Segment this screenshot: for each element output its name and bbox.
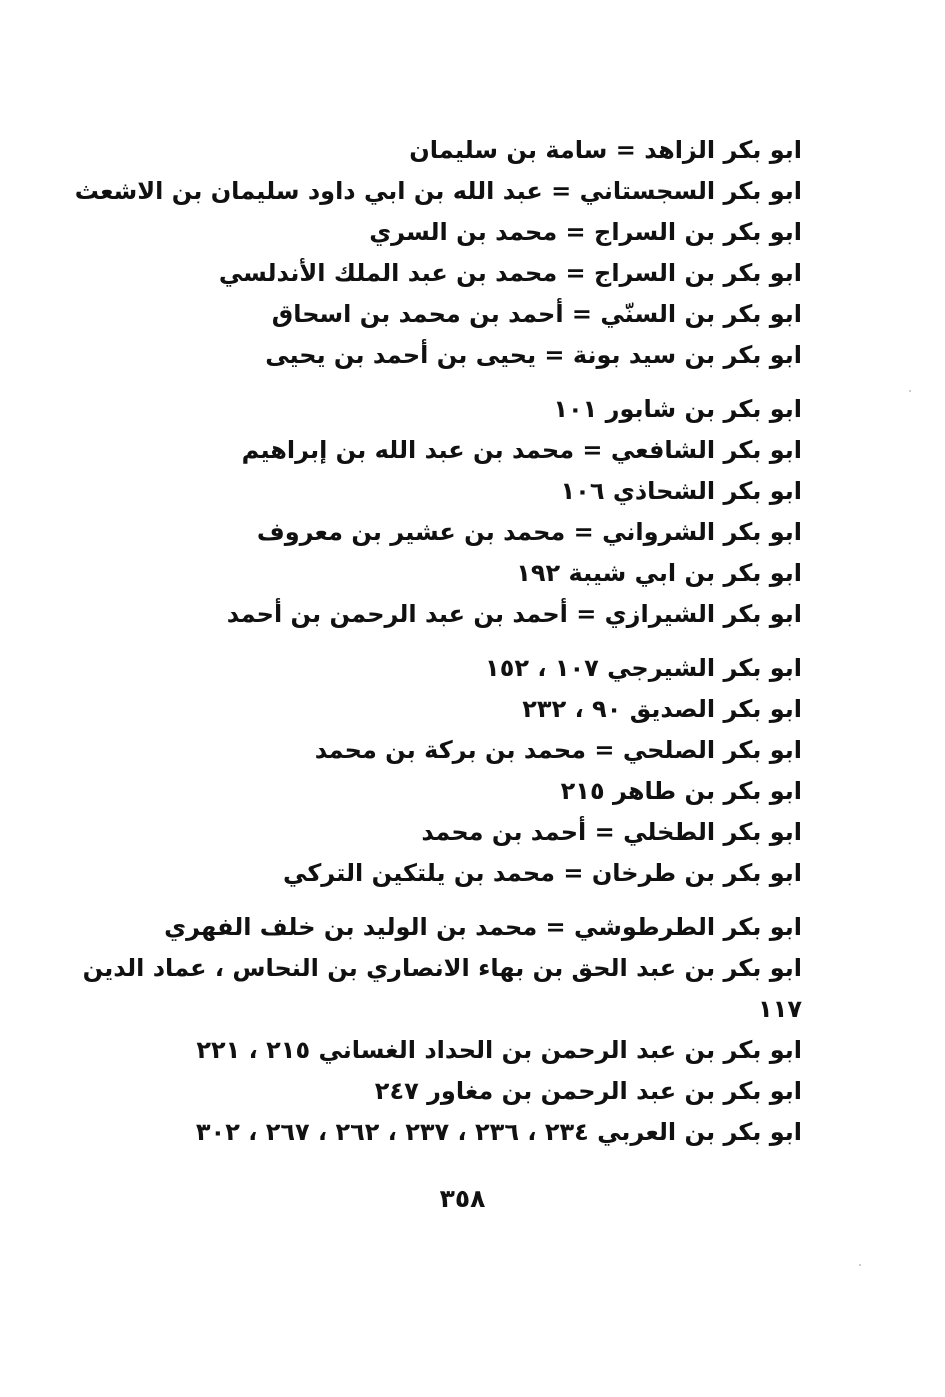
index-entry: ابو بكر بن شابور ١٠١ (553, 395, 802, 423)
index-entry-continuation: ١١٧ (758, 995, 802, 1023)
index-entry: ابو بكر بن سيد بونة = يحيى بن أحمد بن يحيى (265, 341, 802, 369)
scan-speck (859, 1264, 861, 1266)
index-entry: ابو بكر الصديق ٩٠ ، ٢٣٢ (522, 695, 802, 723)
index-entry: ابو بكر بن السراج = محمد بن السري (369, 218, 802, 246)
scan-speck (909, 390, 911, 392)
index-entry: ابو بكر بن عبد الرحمن بن مغاور ٢٤٧ (374, 1077, 802, 1105)
index-entry: ابو بكر بن طرخان = محمد بن يلتكين التركي (283, 859, 802, 887)
index-entry: ابو بكر بن عبد الحق بن بهاء الانصاري بن النحاس ، عماد الدين (82, 954, 802, 982)
index-entry: ابو بكر السجستاني = عبد الله بن ابي داود سليمان بن الاشعث (74, 177, 802, 205)
index-entry: ابو بكر الشرواني = محمد بن عشير بن معروف (256, 518, 802, 546)
index-entry: ابو بكر بن عبد الرحمن بن الحداد الغساني ٢١٥ ، ٢٢١ (196, 1036, 802, 1064)
index-entry: ابو بكر الطخلي = أحمد بن محمد (421, 818, 802, 846)
index-entry: ابو بكر الشافعي = محمد بن عبد الله بن إبراهيم (241, 436, 802, 464)
index-entry: ابو بكر بن ابي شيبة ١٩٢ (516, 559, 802, 587)
index-entry: ابو بكر الشيرجي ١٠٧ ، ١٥٢ (485, 654, 802, 682)
index-entry: ابو بكر بن طاهر ٢١٥ (560, 777, 802, 805)
index-entry: ابو بكر بن السراج = محمد بن عبد الملك الأندلسي (218, 259, 802, 287)
page-number: ٣٥٨ (439, 1184, 486, 1213)
index-entry: ابو بكر الصلحي = محمد بن بركة بن محمد (314, 736, 802, 764)
index-entry: ابو بكر الطرطوشي = محمد بن الوليد بن خلف الفهري (164, 913, 802, 941)
index-entry: ابو بكر الشحاذي ١٠٦ (560, 477, 802, 505)
index-entry: ابو بكر الشيرازي = أحمد بن عبد الرحمن بن أحمد (226, 600, 802, 628)
index-entry: ابو بكر بن السنّي = أحمد بن محمد بن اسحاق (271, 300, 802, 328)
index-entry: ابو بكر الزاهد = سامة بن سليمان (409, 136, 802, 164)
index-entry: ابو بكر بن العربي ٢٣٤ ، ٢٣٦ ، ٢٣٧ ، ٢٦٢ ، ٢٦٧ ، ٣٠٢ (195, 1118, 802, 1146)
